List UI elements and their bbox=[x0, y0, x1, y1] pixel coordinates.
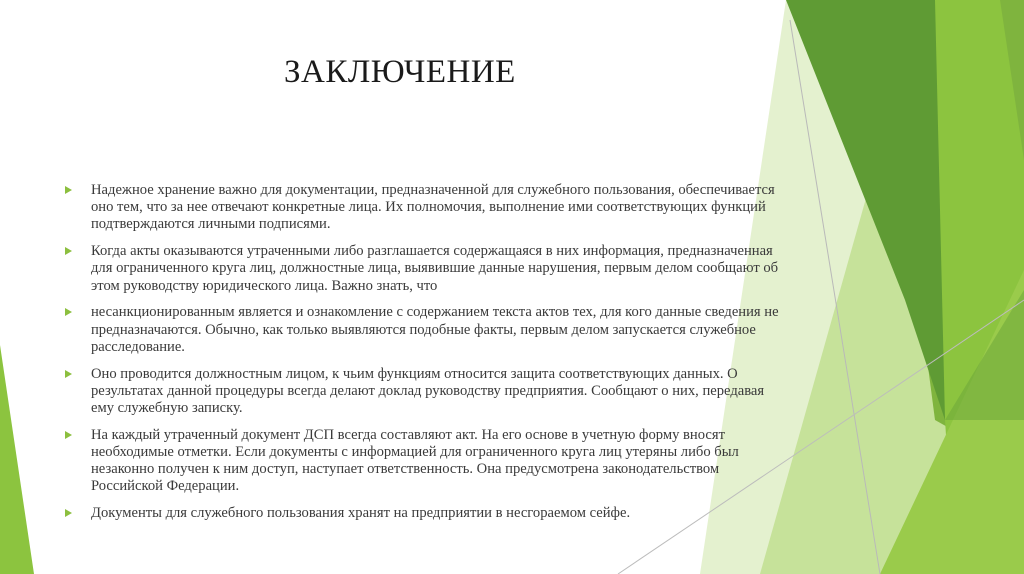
facet-left bbox=[0, 345, 34, 574]
bullet-arrow-icon bbox=[65, 186, 72, 194]
bullet-list bbox=[65, 182, 785, 532]
bullet-arrow-icon bbox=[65, 431, 72, 439]
slide-title: ЗАКЛЮЧЕНИЕ bbox=[284, 54, 516, 90]
bullet-arrow-icon bbox=[65, 370, 72, 378]
bullet-item bbox=[65, 304, 785, 356]
bullet-arrow-icon bbox=[65, 247, 72, 255]
bullet-item bbox=[65, 505, 785, 522]
bullet-text: несанкционированным является и ознакомление с содержанием текста актов тех, для кого данные сведения не предназначаются. Обычно, как только выявляются подобные факты, первым делом запускается служебное расследование. bbox=[91, 304, 779, 355]
bullet-arrow-icon bbox=[65, 308, 72, 316]
bullet-arrow-icon bbox=[65, 509, 72, 517]
bullet-item bbox=[65, 427, 785, 496]
bullet-text: Документы для служебного пользования хранят на предприятии в несгораемом сейфе. bbox=[91, 505, 631, 522]
bullet-text: На каждый утраченный документ ДСП всегда составляют акт. На его основе в учетную форму вносят необходимые отметки. Если документы с информацией для ограниченного круга лиц утеряны либо был незаконно получен к ним доступ, наступает ответственность. Она предусмотрена законодательством Российской Федерации. bbox=[91, 426, 739, 495]
bullet-item bbox=[65, 182, 785, 234]
bullet-item bbox=[65, 243, 785, 295]
bullet-text: Когда акты оказываются утраченными либо разглашается содержащаяся в них информация, предназначенная для ограниченного круга лиц, должностные лица, выявившие данные нарушения, первым делом сообщают об этом руководству юридического лица. Важно знать, что bbox=[91, 243, 779, 294]
bullet-text: Надежное хранение важно для документации, предназначенной для служебного пользования, обеспечивается оно тем, что за нее отвечают конкретные лица. Их полномочия, выполнение ими соответствующих функций подтверждаются личными подписями. bbox=[91, 182, 775, 233]
bullet-text: Оно проводится должностным лицом, к чьим функциям относится защита соответствующих данных. О результатах данной процедуры всегда делают доклад руководству предприятия. Сообщают о них, передавая ему служебную записку. bbox=[91, 365, 765, 417]
bullet-item bbox=[65, 366, 785, 418]
